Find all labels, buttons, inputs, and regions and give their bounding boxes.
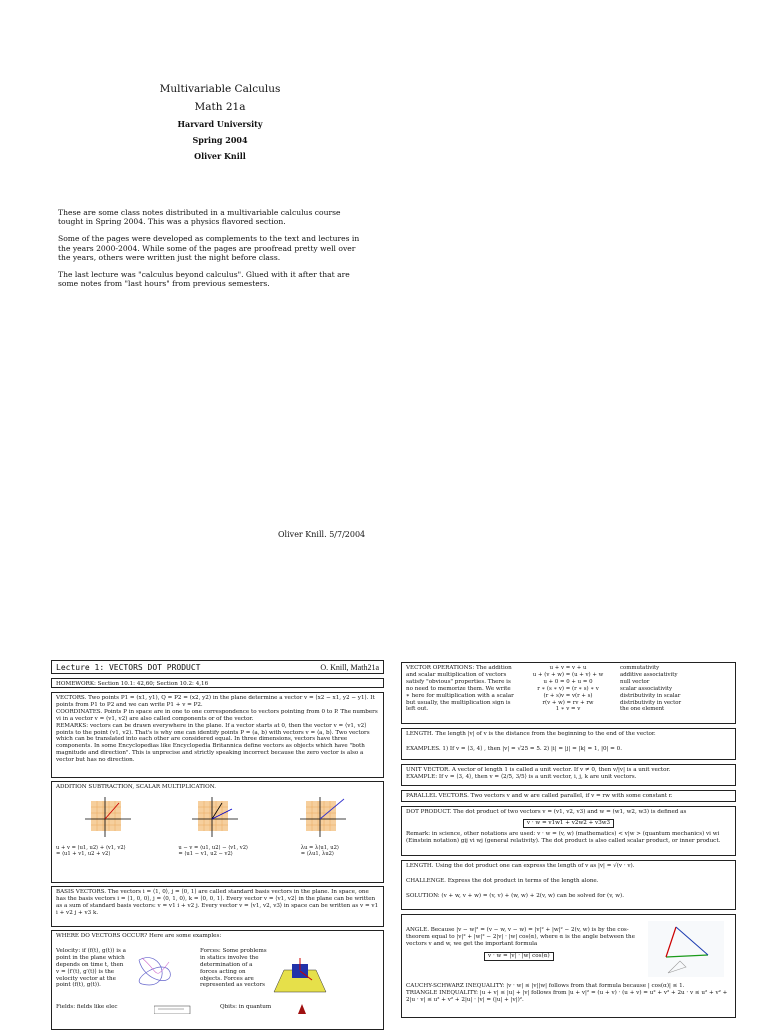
lecture-header bbox=[51, 660, 384, 674]
name-cell: commutativity bbox=[620, 665, 660, 671]
addition-title: ADDITION SUBTRACTION, SCALAR MULTIPLICATION. bbox=[56, 784, 217, 790]
lecture-title: Lecture 1: VECTORS DOT PRODUCT bbox=[56, 662, 201, 672]
formula-cell: 1 ∗ v = v bbox=[555, 706, 581, 713]
operations-intro: VECTOR OPERATIONS: The addition and scalar multiplication of vectors satisfy "obvious" properties. There is no need to memorize them. We write ∗ here for multiplication with a scalar but usually, the multiplication sign is left out. bbox=[406, 665, 514, 713]
intro-paragraph: These are some class notes distributed in a multivariable calculus course tought in Spring 2004. This was a physics flavored section. bbox=[58, 208, 341, 227]
name-cell: additive associativity bbox=[620, 671, 678, 678]
formula-cell: r(v + w) = rv + rw bbox=[542, 699, 594, 706]
basis-box bbox=[51, 886, 384, 927]
unit-text: UNIT VECTOR. A vector of length 1 is called a unit vector. If v ≠ 0, then v/|v| is a unit vector. bbox=[406, 767, 671, 773]
angle-text: ANGLE. Because |v − w|² = (v − w, v − w) = |v|² + |w|² − 2(v, w) is by the cos-theorem equal to |v|² + |w|² − 2|v| · |w| cos(α), where α is the angle between the vectors v and w, we get the important formula bbox=[406, 927, 635, 947]
dot-product-remark: Remark: in science, other notations are used: v · w = (v, w) (mathematics) < v|w > (quantum mechanics) vi wi (Einstein notation) gij vi wj (general relativity). The dot product is also called scalar product, or inner product. bbox=[406, 830, 721, 844]
challenge-text: CHALLENGE. Express the dot product in terms of the length alone. bbox=[406, 877, 599, 884]
basis-text: BASIS VECTORS. The vectors i = ⟨1, 0⟩, j = ⟨0, 1⟩ are called standard basis vectors in the plane. In space, one has the basis vectors i = ⟨1, 0, 0⟩, j = ⟨0, 1, 0⟩, k = ⟨0, 0, 1⟩. Every vector v = ⟨v1, v2⟩ in the plane can be written as a sum of standard basis vectors: v = v1 i + v2 j. Every vector v = ⟨v1, v2, v3⟩ in space can be written as v = v1 i + v2 j + v3 k. bbox=[56, 889, 379, 916]
caption-line: = ⟨u1 + v1, u2 + v2⟩ bbox=[56, 851, 111, 858]
name-cell: scalar associativity bbox=[620, 685, 673, 692]
vectors-box bbox=[51, 692, 384, 778]
addition-box bbox=[51, 781, 384, 883]
cover-term: Spring 2004 bbox=[192, 135, 248, 145]
caption-line: u − v = ⟨u1, u2⟩ − ⟨v1, v2⟩ bbox=[178, 844, 249, 851]
angle-box bbox=[401, 914, 736, 1018]
cover-course: Math 21a bbox=[194, 101, 246, 113]
name-cell: null vector bbox=[620, 678, 650, 685]
cover-title-block bbox=[130, 83, 310, 161]
length-dot-text: LENGTH. Using the dot product one can express the length of v as |v| = √(v · v). bbox=[406, 863, 635, 869]
caption-sum bbox=[56, 845, 126, 858]
cover-title: Multivariable Calculus bbox=[159, 83, 281, 95]
cover-university: Harvard University bbox=[177, 119, 263, 129]
cover-author: Oliver Knill bbox=[194, 151, 246, 161]
table-row bbox=[518, 686, 683, 693]
caption-line: = ⟨u1 − v1, u2 − v2⟩ bbox=[178, 851, 233, 858]
signature: Oliver Knill. 5/7/2004 bbox=[278, 530, 366, 539]
caption-line: u + v = ⟨u1, u2⟩ + ⟨v1, v2⟩ bbox=[56, 844, 126, 851]
fields-text: Fields: fields like elec bbox=[56, 1003, 118, 1010]
qubits-text: Qbits: in quantum bbox=[220, 1003, 272, 1010]
formula-cell: r ∗ (s ∗ v) = (r ∗ s) ∗ v bbox=[537, 685, 599, 692]
name-cell: the one element bbox=[620, 706, 665, 713]
coordinates-text: COORDINATES. Points P in space are in one to one correspondence to vectors pointing from 0 to P. The numbers vi in a vector v = (v1, v2) are also called components or of the vector. bbox=[56, 708, 378, 722]
parallel-text: PARALLEL VECTORS. Two vectors v and w are called parallel, if v = rw with some constant r. bbox=[406, 793, 673, 799]
where-title: WHERE DO VECTORS OCCUR? Here are some examples: bbox=[56, 933, 222, 939]
unit-box bbox=[401, 764, 736, 786]
length-examples: EXAMPLES. 1) If v = ⟨3, 4⟩ , then |v| = √25 = 5. 2) |i| = |j| = |k| = 1, |0| = 0. bbox=[406, 745, 622, 752]
table-row bbox=[518, 665, 683, 672]
table-row bbox=[518, 693, 683, 700]
forces-figure bbox=[272, 948, 328, 998]
parallel-box bbox=[401, 790, 736, 802]
length-box bbox=[401, 728, 736, 760]
formula-cell: u + v = v + u bbox=[549, 665, 587, 671]
challenge-box bbox=[401, 860, 736, 910]
triangle-inequality-text: TRIANGLE INEQUALITY: |u + v| ≤ |u| + |v| follows from |u + v|² = (u + v) · (u + v) = u² + v² + 2u · v ≤ u² + v² + 2|u · v| ≤ u² + v² + 2|u| · |v| = (|u| + |v|)². bbox=[406, 989, 728, 1003]
scalar-multiple-figure bbox=[300, 797, 350, 837]
intro-text bbox=[58, 208, 360, 296]
dot-product-box bbox=[401, 806, 736, 856]
unit-example: EXAMPLE: If v = ⟨3, 4⟩, then v = ⟨2/5, 3/5⟩ is a unit vector, i, j, k are unit vectors. bbox=[406, 773, 637, 780]
name-cell: distributivity in scalar bbox=[620, 692, 681, 699]
formula-cell: (r + s)v = v(r + s) bbox=[543, 692, 593, 699]
caption-line: λu = λ⟨u1, u2⟩ bbox=[300, 844, 339, 851]
table-row bbox=[518, 672, 683, 679]
caption-line: = ⟨λu1, λu2⟩ bbox=[300, 851, 334, 858]
vector-sum-figure bbox=[85, 797, 135, 837]
velocity-text: Velocity: if (f(t), g(t)) is a point in the plane which depends on time t, then v = ⟨f′(t), g′(t)⟩ is the velocity vector at the point (f(t), g(t)). bbox=[56, 947, 126, 989]
operations-table bbox=[518, 665, 683, 713]
qubits-figure bbox=[292, 1004, 312, 1014]
intro-paragraph: Some of the pages were developed as complements to the text and lectures in the years 2000-2004. While some of the pages are proofread pretty well over the years, others were written just the night before class. bbox=[58, 234, 360, 262]
formula-cell: u + 0 = 0 + u = 0 bbox=[543, 678, 593, 685]
angle-formula: v · w = |v| · |w| cos(α) bbox=[484, 952, 554, 961]
dot-product-text: DOT PRODUCT. The dot product of two vectors v = (v1, v2, v3) and w = (w1, w2, w3) is defined as bbox=[406, 809, 687, 815]
solution-text: SOLUTION: (v + w, v + w) = (v, v) + (w, w) + 2(v, w) can be solved for (v, w). bbox=[406, 892, 624, 899]
vectors-text: VECTORS. Two points P1 = (x1, y1), Q = P2 = (x2, y2) in the plane determine a vector v = ⟨x2 − x1, y2 − y1⟩. It points from P1 to P2 and we can write P1 + v = P2. bbox=[56, 695, 375, 708]
intro-paragraph: The last lecture was "calculus beyond calculus". Glued with it after that are some notes from "last hours" from previous semesters. bbox=[58, 270, 350, 289]
forces-text: Forces: Some problems in statics involve the determination of a forces acting on objects. Forces are represented as vectors bbox=[200, 947, 267, 989]
operations-box bbox=[401, 662, 736, 724]
lecture-author: O. Knill, Math21a bbox=[320, 662, 379, 672]
caption-difference bbox=[178, 845, 248, 858]
velocity-curve-figure bbox=[134, 952, 174, 992]
name-cell: distributivity in vector bbox=[620, 699, 682, 706]
caption-scalar bbox=[301, 845, 339, 858]
homework-text: HOMEWORK: Section 10.1: 42,60; Section 10.2: 4,16 bbox=[56, 681, 209, 687]
where-box bbox=[51, 930, 384, 1030]
table-row bbox=[518, 679, 683, 686]
table-row bbox=[518, 700, 683, 707]
figure-row bbox=[56, 797, 379, 837]
dot-product-formula: v · w = v1w1 + v2w2 + v3w3 bbox=[523, 819, 614, 828]
table-row bbox=[518, 706, 683, 713]
length-text: LENGTH. The length |v| of v is the distance from the beginning to the end of the vector. bbox=[406, 731, 656, 737]
homework-box bbox=[51, 678, 384, 688]
formula-cell: u + (v + w) = (u + v) + w bbox=[532, 671, 604, 678]
angle-figure bbox=[646, 919, 726, 979]
vector-difference-figure bbox=[192, 797, 242, 837]
cauchy-schwarz-text: CAUCHY-SCHWARZ INEQUALITY: |v · w| ≤ |v||w| follows from that formula because | cos(α)| ≤ 1. bbox=[406, 983, 685, 989]
fields-figure bbox=[154, 1004, 194, 1014]
remarks-text: REMARKS: vectors can be drawn everywhere in the plane. If a vector starts at 0, then the vector v = ⟨v1, v2⟩ points to the point (v1, v2). That's is why one can identify points P = (a, b) with vectors v = ⟨a, b⟩. Two vectors which can be translated into each other are considered equal. In three dimensions, vectors have three components. In some Encyclopedias like Encyclopedia Britannica define vectors as objects which have "both magnitude and direction". This is unprecise and strictly speaking incorrect because the zero vector is also a vector but has no direction. bbox=[56, 722, 370, 764]
